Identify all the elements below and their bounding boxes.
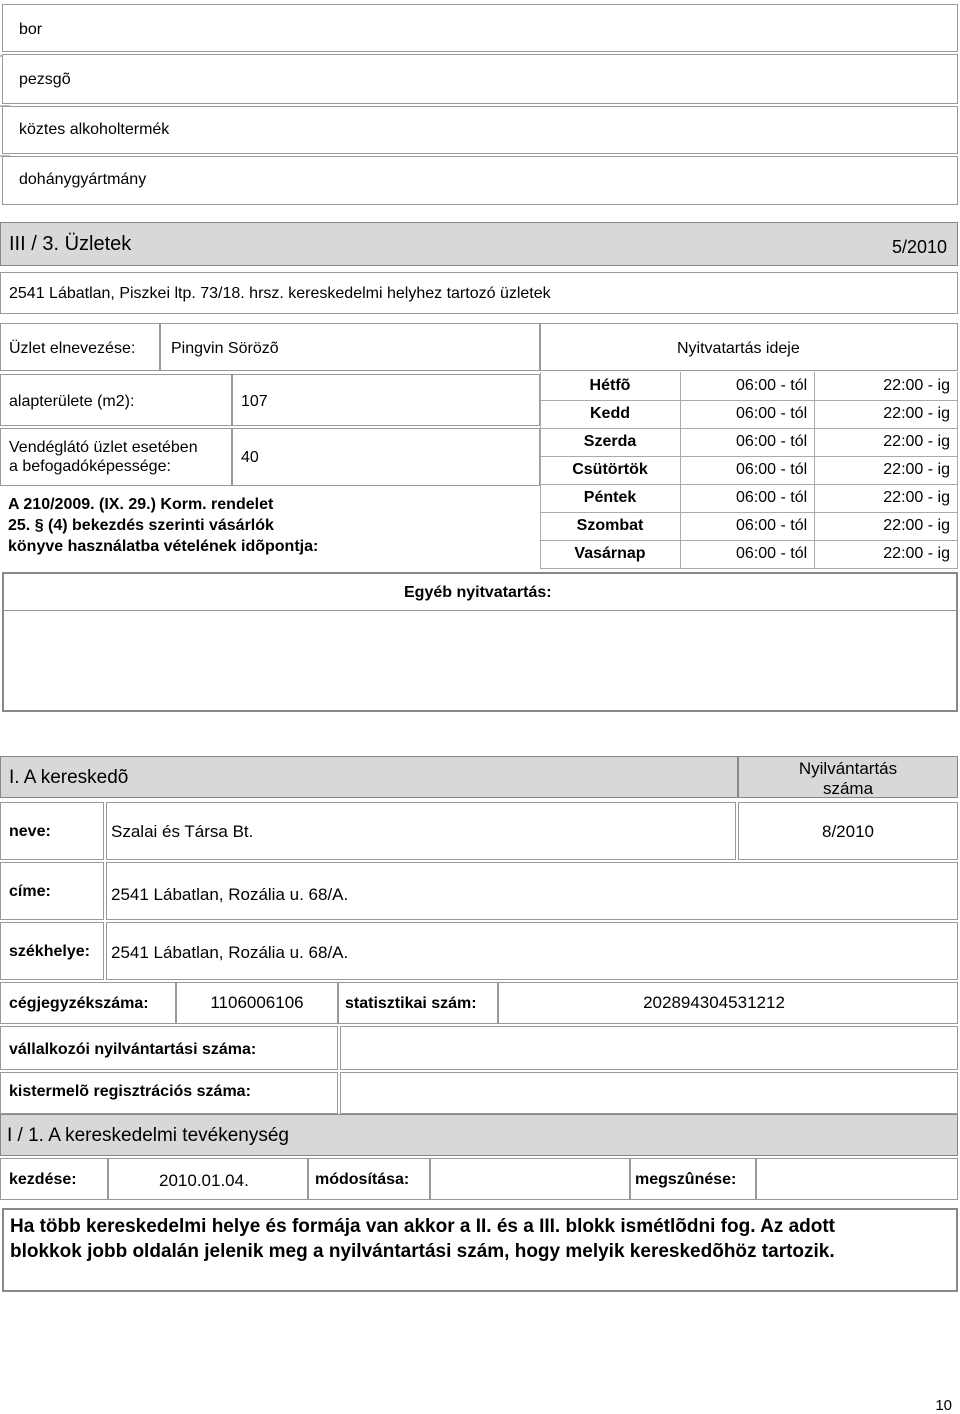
- producer-label-cell: [0, 1072, 338, 1114]
- trader-seat-value: 2541 Lábatlan, Rozália u. 68/A.: [111, 943, 349, 962]
- producer-label: kistermelõ regisztrációs száma:: [9, 1083, 251, 1100]
- time-from: 06:00 - tól: [736, 461, 808, 478]
- grid-line: [540, 372, 541, 568]
- area-label: alapterülete (m2):: [9, 393, 135, 410]
- area-label-cell: [0, 374, 232, 426]
- opening-title-cell: [540, 323, 958, 371]
- hours-row: [540, 540, 958, 568]
- activity-start-label: kezdése:: [9, 1171, 77, 1188]
- activity-ended-label: megszûnése:: [635, 1171, 737, 1188]
- trader-seat-label-cell: [0, 922, 104, 980]
- decree-line2: 25. § (4) bekezdés szerinti vásárlók: [8, 517, 274, 534]
- time-to: 22:00 - ig: [883, 433, 950, 450]
- time-to: 22:00 - ig: [883, 405, 950, 422]
- hours-row: [540, 456, 958, 484]
- shop-name-label-cell: [0, 323, 160, 371]
- hours-row: [540, 484, 958, 512]
- note-text: Ha több kereskedelmi helye és formája van akkor a II. és a III. blokk ismétlõdni fog. Az adott blokkok jobb oldalán jelenik meg a nyilvántartási szám, hogy melyik kereskedõhöz tartozik.: [10, 1216, 836, 1262]
- note-box: [2, 1208, 958, 1292]
- area-value: 107: [241, 393, 268, 410]
- divider: [4, 610, 956, 611]
- activity-modified-label-cell: [308, 1158, 430, 1200]
- decree-line3: könyve használatba vételének idõpontja:: [8, 538, 319, 555]
- reg-number-cell: [738, 802, 958, 860]
- grid-line: [957, 372, 958, 568]
- capacity-value-cell: [232, 428, 540, 486]
- shop-name-value: Pingvin Sörözõ: [171, 340, 279, 357]
- product-item: [2, 156, 958, 205]
- product-item: [2, 106, 958, 154]
- stat-value: 202894304531212: [643, 993, 785, 1012]
- time-to: 22:00 - ig: [883, 461, 950, 478]
- capacity-label-line2: a befogadóképessége:: [9, 458, 171, 475]
- trader-seat-cell: [106, 922, 958, 980]
- hours-row: [540, 428, 958, 456]
- day-name: Szombat: [576, 517, 644, 534]
- grid-line: [680, 372, 681, 568]
- day-name: Csütörtök: [572, 461, 648, 478]
- time-from: 06:00 - tól: [736, 489, 808, 506]
- shop-name-label: Üzlet elnevezése:: [9, 340, 136, 357]
- capacity-value: 40: [241, 449, 259, 466]
- day-name: Szerda: [583, 433, 637, 450]
- trader-address-label: címe:: [9, 883, 51, 900]
- company-reg-label: cégjegyzékszáma:: [9, 995, 149, 1012]
- time-from: 06:00 - tól: [736, 405, 808, 422]
- time-from: 06:00 - tól: [736, 377, 808, 394]
- product-item: [2, 54, 958, 104]
- time-to: 22:00 - ig: [883, 377, 950, 394]
- hours-row: [540, 372, 958, 400]
- trader-name-value: Szalai és Társa Bt.: [111, 822, 254, 841]
- grid-line: [540, 484, 958, 485]
- time-from: 06:00 - tól: [736, 545, 808, 562]
- reg-number-header: [738, 756, 958, 798]
- decree-cell: [0, 488, 540, 570]
- other-hours-label: Egyéb nyitvatartás:: [404, 584, 552, 601]
- trader-title: I. A kereskedõ: [9, 767, 129, 788]
- trader-seat-label: székhelye:: [9, 943, 90, 960]
- day-name: Péntek: [583, 489, 637, 506]
- activity-modified-label: módosítása:: [315, 1171, 410, 1188]
- section-number: 5/2010: [891, 237, 947, 257]
- entrepreneur-cell: [340, 1026, 958, 1070]
- activity-start-value: 2010.01.04.: [159, 1171, 249, 1190]
- stat-label-cell: [338, 982, 498, 1024]
- page-number: 10: [935, 1397, 952, 1414]
- activity-modified-cell: [430, 1158, 630, 1200]
- stat-label: statisztikai szám:: [345, 995, 477, 1012]
- hours-row: [540, 400, 958, 428]
- reg-label-line2: száma: [822, 779, 874, 798]
- time-from: 06:00 - tól: [736, 433, 808, 450]
- shop-name-cell: [160, 323, 540, 371]
- entrepreneur-label-cell: [0, 1026, 338, 1070]
- section-address: 2541 Lábatlan, Piszkei ltp. 73/18. hrsz. kereskedelmi helyhez tartozó üzletek: [9, 285, 551, 302]
- grid-line: [540, 428, 958, 429]
- day-name: Hétfõ: [589, 377, 631, 394]
- section-address-row: [0, 272, 958, 314]
- opening-title: Nyitvatartás ideje: [677, 340, 800, 357]
- time-to: 22:00 - ig: [883, 489, 950, 506]
- reg-number-value: 8/2010: [822, 822, 874, 841]
- activity-start-label-cell: [0, 1158, 108, 1200]
- trader-name-label: neve:: [9, 823, 51, 840]
- entrepreneur-label: vállalkozói nyilvántartási száma:: [9, 1041, 257, 1058]
- trader-name-cell: [106, 802, 736, 860]
- capacity-label-line1: Vendéglátó üzlet esetében: [9, 439, 198, 456]
- grid-line: [540, 540, 958, 541]
- grid-line: [814, 372, 815, 568]
- grid-line: [540, 456, 958, 457]
- company-reg-value: 1106006106: [210, 993, 304, 1012]
- hours-row: [540, 512, 958, 540]
- grid-line: [540, 400, 958, 401]
- area-value-cell: [232, 374, 540, 426]
- company-reg-label-cell: [0, 982, 176, 1024]
- stat-cell: [498, 982, 958, 1024]
- product-label: pezsgõ: [19, 71, 71, 88]
- time-to: 22:00 - ig: [883, 517, 950, 534]
- activity-title: I / 1. A kereskedelmi tevékenység: [7, 1125, 289, 1146]
- trader-header: [0, 756, 738, 798]
- section-header: [0, 222, 958, 266]
- time-to: 22:00 - ig: [883, 545, 950, 562]
- trader-name-label-cell: [0, 802, 104, 860]
- time-from: 06:00 - tól: [736, 517, 808, 534]
- section-title: III / 3. Üzletek: [9, 233, 132, 255]
- product-label: dohánygyártmány: [19, 171, 147, 188]
- reg-label-line1: Nyilvántartás: [798, 759, 898, 778]
- trader-address-value: 2541 Lábatlan, Rozália u. 68/A.: [111, 885, 349, 904]
- day-name: Kedd: [590, 405, 630, 422]
- producer-cell: [340, 1072, 958, 1114]
- product-label: köztes alkoholtermék: [19, 121, 170, 138]
- day-name: Vasárnap: [574, 545, 646, 562]
- company-reg-cell: [176, 982, 338, 1024]
- product-item: [2, 4, 958, 52]
- activity-header: [0, 1114, 958, 1156]
- activity-start-cell: [108, 1158, 308, 1200]
- product-list: [0, 2, 958, 205]
- capacity-label-cell: [0, 428, 232, 486]
- activity-ended-cell: [756, 1158, 958, 1200]
- trader-address-cell: [106, 862, 958, 920]
- grid-line: [540, 568, 958, 569]
- product-label: bor: [19, 21, 43, 38]
- other-hours-box: [2, 572, 958, 712]
- opening-hours-table: [540, 372, 958, 570]
- trader-address-label-cell: [0, 862, 104, 920]
- grid-line: [540, 512, 958, 513]
- activity-ended-label-cell: [630, 1158, 756, 1200]
- decree-line1: A 210/2009. (IX. 29.) Korm. rendelet: [8, 496, 274, 513]
